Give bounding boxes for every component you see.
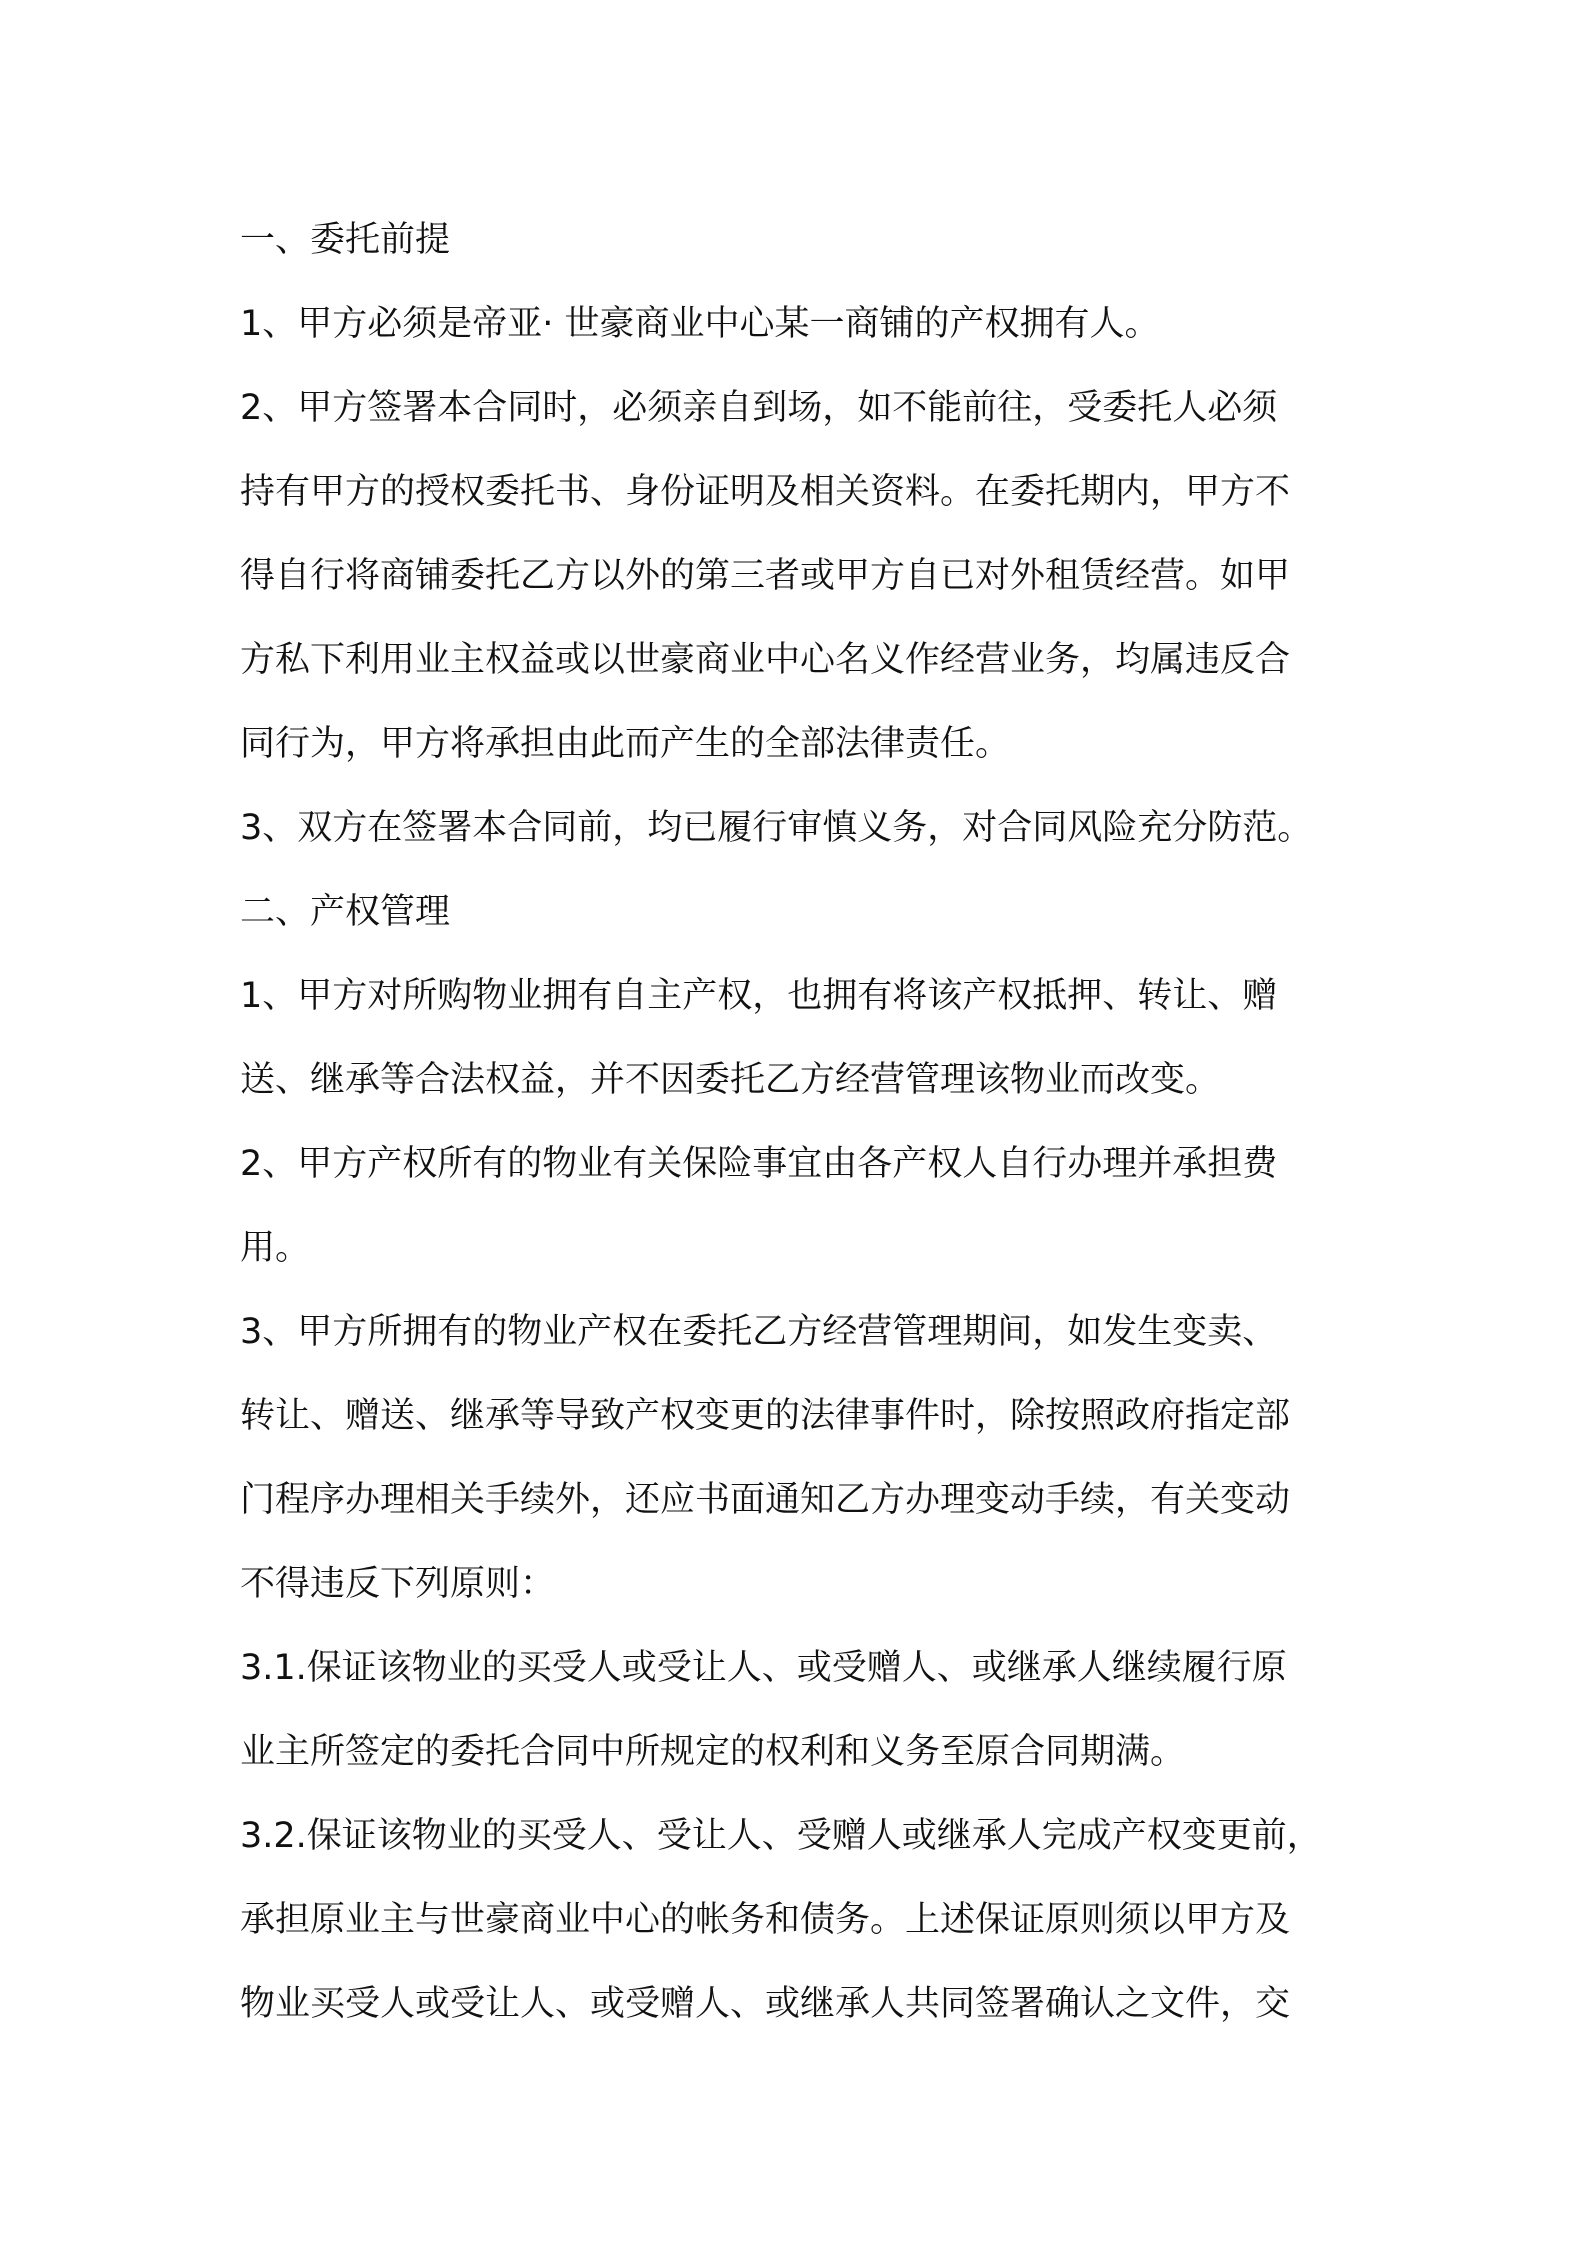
paragraph-line: 同行为，甲方将承担由此而产生的全部法律责任。	[240, 724, 1011, 764]
paragraph-line: 3、甲方所拥有的物业产权在委托乙方经营管理期间，如发生变卖、	[240, 1312, 1278, 1352]
paragraph-line: 业主所签定的委托合同中所规定的权利和义务至原合同期满。	[240, 1732, 1186, 1772]
document-body	[240, 198, 1360, 2046]
paragraph-line: 3.1.保证该物业的买受人或受让人、或受赠人、或继承人继续履行原	[240, 1648, 1287, 1688]
paragraph-line: 1、甲方对所购物业拥有自主产权，也拥有将该产权抵押、转让、赠	[240, 976, 1278, 1016]
paragraph-line: 2、甲方签署本合同时，必须亲自到场，如不能前往，受委托人必须	[240, 388, 1278, 428]
paragraph-line: 持有甲方的授权委托书、身份证明及相关资料。在委托期内，甲方不	[240, 472, 1291, 512]
paragraph-line: 3.2.保证该物业的买受人、受让人、受赠人或继承人完成产权变更前，	[240, 1816, 1322, 1856]
paragraph-line: 物业买受人或受让人、或受赠人、或继承人共同签署确认之文件，交	[240, 1984, 1291, 2024]
paragraph-line: 转让、赠送、继承等导致产权变更的法律事件时，除按照政府指定部	[240, 1396, 1291, 1436]
paragraph-line: 用。	[240, 1228, 311, 1268]
paragraph-line: 不得违反下列原则：	[240, 1564, 556, 1604]
paragraph-line: 2、甲方产权所有的物业有关保险事宜由各产权人自行办理并承担费	[240, 1144, 1278, 1184]
paragraph-line: 1、甲方必须是帝亚· 世豪商业中心某一商铺的产权拥有人。	[240, 304, 1160, 344]
section-heading-1: 一、委托前提	[240, 220, 451, 260]
paragraph-line: 3、双方在签署本合同前，均已履行审慎义务，对合同风险充分防范。	[240, 808, 1313, 848]
paragraph-line: 承担原业主与世豪商业中心的帐务和债务。上述保证原则须以甲方及	[240, 1900, 1291, 1940]
paragraph-line: 得自行将商铺委托乙方以外的第三者或甲方自已对外租赁经营。如甲	[240, 556, 1291, 596]
section-heading-2: 二、产权管理	[240, 892, 451, 932]
paragraph-line: 送、继承等合法权益，并不因委托乙方经营管理该物业而改变。	[240, 1060, 1221, 1100]
paragraph-line: 方私下利用业主权益或以世豪商业中心名义作经营业务，均属违反合	[240, 640, 1291, 680]
paragraph-line: 门程序办理相关手续外，还应书面通知乙方办理变动手续，有关变动	[240, 1480, 1291, 1520]
